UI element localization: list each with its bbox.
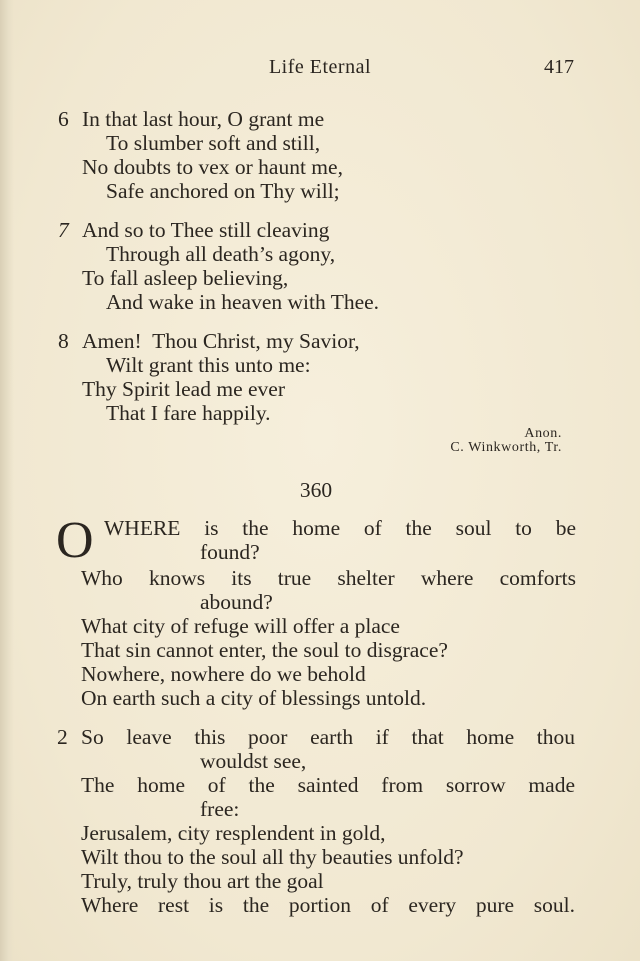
verse-line: Where rest is the portion of every pure soul. bbox=[81, 893, 575, 917]
author-attribution: Anon. bbox=[524, 426, 562, 441]
verse-line: Jerusalem, city resplendent in gold, bbox=[81, 821, 386, 845]
verse-line: What city of refuge will offer a place bbox=[81, 614, 400, 638]
verse-line: Truly, truly thou art the goal bbox=[81, 869, 324, 893]
page-number: 417 bbox=[544, 56, 574, 78]
verse-line: So leave this poor earth if that home thou bbox=[81, 725, 575, 749]
verse-line: Amen! Thou Christ, my Savior, bbox=[82, 329, 360, 353]
verse-line: found? bbox=[200, 540, 260, 564]
verse-line: To slumber soft and still, bbox=[106, 131, 321, 155]
verse-line: Who knows its true shelter where comforts bbox=[81, 566, 576, 590]
hymn-number: 360 bbox=[299, 478, 333, 502]
stanza-number: 8 bbox=[58, 329, 69, 353]
verse-line: wouldst see, bbox=[200, 749, 307, 773]
verse-line: On earth such a city of blessings untold. bbox=[81, 686, 427, 710]
verse-line: The home of the sainted from sorrow made bbox=[81, 773, 575, 797]
verse-line: abound? bbox=[200, 590, 273, 614]
translator-attribution: C. Winkworth, Tr. bbox=[450, 440, 562, 455]
verse-line: In that last hour, O grant me bbox=[82, 107, 325, 131]
verse-line: Through all death’s agony, bbox=[106, 242, 336, 266]
stanza-number: 7 bbox=[58, 218, 69, 242]
verse-line: WHERE is the home of the soul to be bbox=[104, 516, 576, 540]
stanza-number: 6 bbox=[58, 107, 69, 131]
drop-cap-letter: O bbox=[56, 512, 94, 569]
stanza-number: 2 bbox=[57, 725, 68, 749]
verse-line: Thy Spirit lead me ever bbox=[82, 377, 285, 401]
verse-line: That sin cannot enter, the soul to disgrace? bbox=[81, 638, 448, 662]
verse-line: No doubts to vex or haunt me, bbox=[82, 155, 343, 179]
verse-line: Wilt thou to the soul all thy beauties unfold? bbox=[81, 845, 464, 869]
verse-line: That I fare happily. bbox=[106, 401, 271, 425]
verse-line: Wilt grant this unto me: bbox=[106, 353, 311, 377]
verse-line: To fall asleep believing, bbox=[82, 266, 289, 290]
verse-line: And wake in heaven with Thee. bbox=[106, 290, 380, 314]
verse-line: Nowhere, nowhere do we behold bbox=[81, 662, 366, 686]
verse-line: Safe anchored on Thy will; bbox=[106, 179, 340, 203]
running-header-title: Life Eternal bbox=[268, 56, 372, 78]
verse-line: free: bbox=[200, 797, 240, 821]
verse-line: And so to Thee still cleaving bbox=[82, 218, 330, 242]
